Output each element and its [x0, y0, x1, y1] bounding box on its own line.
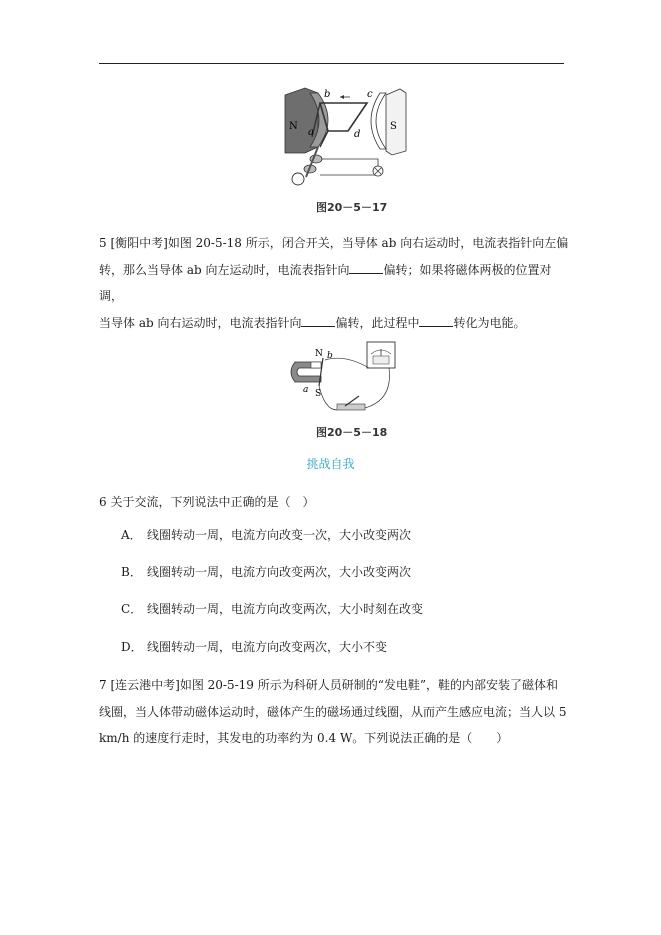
label-b: b: [327, 351, 333, 361]
label-d: d: [354, 129, 361, 140]
option-a[interactable]: A． 线圈转动一周，电流方向改变一次，大小改变两次: [121, 528, 412, 542]
label-c: c: [367, 89, 373, 100]
figure2-caption: 图20－5－18: [316, 426, 388, 439]
q7-line2: 线圈，当人体带动磁体运动时，磁体产生的磁场通过线圈，从而产生感应电流；当人以 5: [99, 704, 567, 719]
q5-line1: 5 [衡阳中考]如图 20-5-18 所示，闭合开关，当导体 ab 向右运动时，电流表指针向左偏: [99, 236, 569, 250]
question-6-stem: 6 关于交流，下列说法中正确的是（ ）: [99, 495, 315, 509]
label-a: a: [308, 127, 314, 138]
q5-line3: 当导体 ab 向右运动时，电流表指针向 偏转，此过程中 转化为电能。: [99, 310, 569, 337]
header-rule: [99, 63, 564, 64]
answer-blank-3[interactable]: [419, 313, 453, 327]
section-title: 挑战自我: [306, 457, 355, 471]
q7-line3: km/h 的速度行走时，其发电的功率约为 0.4 W。下列说法正确的是（ ）: [99, 731, 509, 745]
q5-line2: 转，那么当导体 ab 向左运动时，电流表指针向 偏转；如果将磁体两极的位置对调，: [99, 257, 569, 310]
question-7: [99, 672, 569, 752]
option-d[interactable]: D． 线圈转动一周，电流方向改变两次，大小不变: [121, 640, 388, 654]
option-c[interactable]: C． 线圈转动一周，电流方向改变两次，大小时刻在改变: [121, 602, 424, 616]
question-5: [99, 230, 569, 336]
label-n: N: [289, 121, 298, 132]
generator-figure: [270, 85, 420, 215]
label-n: N: [315, 349, 323, 359]
label-a: a: [303, 385, 309, 395]
label-b: b: [324, 89, 331, 100]
option-b[interactable]: B． 线圈转动一周，电流方向改变两次，大小改变两次: [121, 565, 412, 579]
figure1-caption: 图20－5－17: [316, 201, 388, 214]
answer-blank-2[interactable]: [301, 313, 335, 327]
label-s: S: [315, 389, 322, 399]
answer-blank-1[interactable]: [349, 260, 383, 274]
galvanometer-figure: [285, 340, 415, 425]
q7-line1: 7 [连云港中考]如图 20-5-19 所示为科研人员研制的“发电鞋”，鞋的内部安装了磁体和: [99, 678, 558, 692]
label-s: S: [390, 121, 397, 132]
